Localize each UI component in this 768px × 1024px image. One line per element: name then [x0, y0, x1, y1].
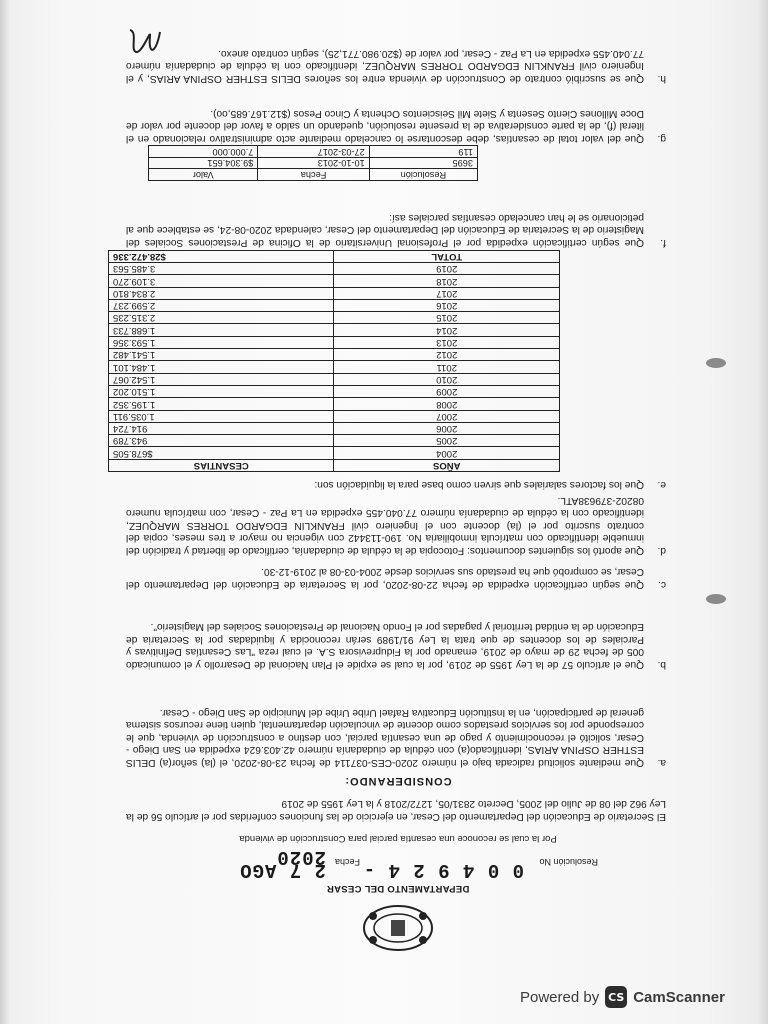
handwritten-initials	[124, 22, 166, 62]
cesantia-value-cell: 1.541.482	[109, 349, 335, 361]
resolution-number: 0 0 4 9 2 4 -	[362, 859, 524, 881]
punch-hole-mark	[700, 356, 726, 370]
intro-paragraph: El Secretario de Educación del Departamento del Cesar, en ejercicio de las funciones conferidas por el artículo 56 de la Ley 962 del 08 de Julio del 2005, Decreto 2831/05, 1272/2018 y la Ley 1955 de 2019	[126, 798, 666, 822]
table-row	[109, 447, 560, 459]
table-row	[109, 324, 560, 336]
cesantia-value-cell: 1.688.733	[109, 324, 335, 336]
cesantia-value-cell: 2.834.810	[109, 287, 335, 299]
date-label: Fecha	[334, 857, 360, 867]
item-c	[126, 565, 666, 590]
item-text: Que mediante solicitud radicada bajo el número 2020-CES-037114 de fecha 23-08-2020, el (la) señor(a) DELIS ESTHER OSPINA ARIAS, identificado(a) con cédula de ciudadanía número 42.403.624 expedida en San Diego - Cesar, solicitó el reconocimiento y pago de una cesantía parcial, con destino a construcción de vivienda, que le corresponde por los servicios prestados como docente de vinculación departamental, quien tiene recursos sistema general de participación, en la Institución Educativa Rafael Uribe Uribe del Municipio de San Diego - Cesar.	[126, 706, 644, 768]
cesantia-value-cell: 943.789	[109, 435, 335, 447]
column-header: Valor	[149, 169, 258, 181]
table-row	[109, 275, 560, 287]
year-cell: 2016	[334, 299, 560, 311]
item-f	[126, 210, 666, 248]
cesantia-value-cell: 2.315.235	[109, 312, 335, 324]
resolution-line	[178, 846, 598, 881]
year-cell: 2009	[334, 385, 560, 397]
resolution-label: Resolución No	[539, 857, 598, 867]
year-cell: 2013	[334, 336, 560, 348]
considerando-heading: CONSIDERANDO:	[344, 775, 452, 787]
item-h	[126, 46, 666, 84]
table-cell: 7.000.000	[149, 146, 258, 158]
item-letter: e.	[657, 479, 666, 490]
table-row	[109, 385, 560, 397]
scan-edge-left	[0, 0, 10, 1024]
item-d	[126, 493, 666, 556]
year-cell: 2019	[334, 262, 560, 274]
cesantia-value-cell: 1.484.101	[109, 361, 335, 373]
table-row	[109, 410, 560, 422]
table-header-row	[149, 169, 478, 181]
year-cell: 2007	[334, 410, 560, 422]
table-row	[109, 287, 560, 299]
item-e	[126, 477, 666, 490]
item-b	[126, 620, 666, 670]
year-cell: 2011	[334, 361, 560, 373]
item-g	[126, 106, 666, 144]
column-header: CESANTIAS	[109, 459, 335, 471]
item-letter: h.	[657, 73, 666, 84]
item-text: Que se suscribió contrato de Construcción de vivienda entre los señores DELIS ESTHER OSPINA ARIAS, y el Ingeniero civil FRANKLIN EDGARDO TORRES MARQUEZ, identificado con la cédula de ciudadanía número 77.040.455 expedida en La Paz - Cesar, por valor de ($20.980.771,25), según contrato anexo.	[126, 47, 644, 84]
camscanner-brand: CamScanner	[633, 988, 725, 1006]
cesantia-value-cell: 3.109.270	[109, 275, 335, 287]
cesantias-table	[108, 250, 560, 472]
table-row	[109, 312, 560, 324]
date-value: 2 7 AGO 2020	[239, 846, 326, 881]
item-text: Que aportó los siguientes documentos: Fotocopia de la cédula de ciudadanía, certificado de libertad y tradición del inmueble identificado con matrícula inmobiliaria No. 190-113442 con vigencia no mayor a tres meses, copia del contrato suscrito por el (la) docente con el Ingeniero civil FRANKLIN EDGARDO TORRES MARQUEZ, identificado con la cédula de ciudadanía número 77.040.455 expedida en La Paz - Cesar, con matrícula numero 08202-379638ATL.	[126, 494, 644, 556]
cesantia-value-cell: 914.724	[109, 422, 335, 434]
table-cell: 119	[369, 146, 477, 158]
item-text: Que según certificación expedida de fecha 22-08-2020, por la Secretaria de Educación del Departamento del Cesar, se comprobó que ha prestado sus servicios desde 2004-03-08 al 2019-12-30.	[126, 566, 644, 590]
table-row	[109, 336, 560, 348]
year-cell: 2005	[334, 435, 560, 447]
item-text: Que los factores salariales que sirven como base para la liquidación son:	[314, 479, 644, 490]
item-letter: g.	[657, 133, 666, 144]
punch-hole-mark	[700, 592, 726, 606]
table-row	[149, 146, 478, 158]
cesantia-value-cell: $678.505	[109, 447, 335, 459]
item-letter: b.	[657, 659, 666, 670]
item-letter: f.	[660, 237, 666, 248]
department-crest-icon	[353, 900, 443, 956]
camscanner-logo-icon: CS	[605, 986, 627, 1008]
table-row	[109, 398, 560, 410]
table-row	[109, 299, 560, 311]
year-cell: 2017	[334, 287, 560, 299]
table-cell: $9.304.651	[149, 158, 258, 170]
column-header: Resolución	[369, 169, 477, 181]
cesantia-value-cell: 1.542.067	[109, 373, 335, 385]
item-letter: c.	[658, 579, 666, 590]
item-text: Que según certificación expedida por el Profesional Universitario de la Oficina de Prestaciones Sociales del Magisterio de la Secretaria de Educación del Departamento del Cesar, calendada 2020-08-24, se establece que al peticionario se le han cancelado cesantías parciales así:	[126, 211, 644, 248]
year-cell: 2006	[334, 422, 560, 434]
item-letter: d.	[657, 545, 666, 556]
table-row	[109, 361, 560, 373]
table-header-row	[109, 459, 560, 471]
header-crest	[118, 900, 678, 960]
table-row	[109, 262, 560, 274]
year-cell: 2018	[334, 275, 560, 287]
total-row	[109, 250, 560, 262]
cesantia-value-cell: 1.510.202	[109, 385, 335, 397]
resolutions-table	[148, 146, 478, 182]
camscanner-watermark	[520, 984, 760, 1010]
cesantia-value-cell: 1.593.356	[109, 336, 335, 348]
item-text: Que el artículo 57 de la Ley 1955 de 2019, por la cual se expide el Plan Nacional de Desarrollo y el comunicado 005 de fecha 29 de mayo de 2019, emanado por la Fiduprevisora S.A. el cual reza "Las Cesantías Definitivas y Parciales de los docentes de que trata la Ley 91/1989 serán reconocida y liquidadas por la Secretaria de Educación de la entidad territorial y pagadas por el Fondo Nacional de Prestaciones Sociales del Magisterio".	[126, 621, 644, 670]
item-letter: a.	[657, 757, 666, 768]
table-row	[109, 422, 560, 434]
cesantia-value-cell: 3.485.563	[109, 262, 335, 274]
table-row	[109, 349, 560, 361]
department-name: DEPARTAMENTO DEL CESAR	[326, 883, 470, 894]
column-header: Fecha	[258, 169, 369, 181]
cesantia-value-cell: 1.195.352	[109, 398, 335, 410]
year-cell: 2012	[334, 349, 560, 361]
table-row	[109, 373, 560, 385]
table-row	[109, 435, 560, 447]
powered-by-text: Powered by	[520, 988, 600, 1006]
cesantia-value-cell: 2.599.237	[109, 299, 335, 311]
item-text: Que del valor total de cesantías, debe descontarse lo cancelado mediante acto administrativo relacionado en el literal (f), de la parte considerativa de la presente resolución, quedando un saldo a favor del docente por valor de Doce Millones Ciento Sesenta y Siete Mil Seiscientos Ochenta y Cinco Pesos ($12.167.685,oo).	[126, 107, 644, 144]
table-cell: 27-03-2017	[258, 146, 369, 158]
year-cell: 2015	[334, 312, 560, 324]
total-value: $28.472.336	[109, 250, 335, 262]
year-cell: 2004	[334, 447, 560, 459]
column-header: AÑOS	[334, 459, 560, 471]
table-cell: 3695	[369, 158, 477, 170]
cesantia-value-cell: 1.035.911	[109, 410, 335, 422]
year-cell: 2014	[334, 324, 560, 336]
year-cell: 2008	[334, 398, 560, 410]
table-cell: 10-10-2013	[258, 158, 369, 170]
year-cell: 2010	[334, 373, 560, 385]
table-row	[149, 158, 478, 170]
item-a	[126, 705, 666, 768]
document-page	[113, 0, 678, 960]
scan-edge-right	[758, 0, 768, 1024]
resolution-subtitle: Por la cual se reconoce una cesantía parcial para Construcción de vivienda	[239, 833, 557, 844]
total-label: TOTAL	[334, 250, 560, 262]
